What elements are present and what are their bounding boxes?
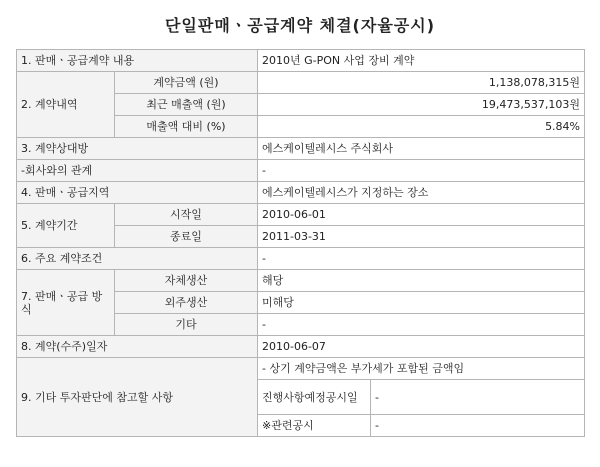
- row-value: -: [258, 248, 585, 270]
- row-label: 9. 기타 투자판단에 참고할 사항: [17, 358, 258, 437]
- related-disclosure-value: -: [371, 415, 585, 437]
- sub-label: 진행사항예정공시일: [258, 380, 371, 415]
- sub-label: 매출액 대비 (%): [115, 116, 258, 138]
- self-production-value: 해당: [258, 270, 585, 292]
- table-row: [17, 72, 585, 94]
- table-row: [17, 204, 585, 226]
- table-row: [17, 270, 585, 292]
- row-label: 1. 판매ㆍ공급계약 내용: [17, 50, 258, 72]
- table-row: [17, 358, 585, 380]
- row-label: 2. 계약내역: [17, 72, 115, 138]
- row-value: 2010-06-07: [258, 336, 585, 358]
- sub-label: 종료일: [115, 226, 258, 248]
- sub-label: ※관련공시: [258, 415, 371, 437]
- table-row: [17, 50, 585, 72]
- row-label: 4. 판매ㆍ공급지역: [17, 182, 258, 204]
- table-row: [17, 182, 585, 204]
- scheduled-disclosure-value: -: [371, 380, 585, 415]
- sub-label: 자체생산: [115, 270, 258, 292]
- sub-label: 최근 매출액 (원): [115, 94, 258, 116]
- outsourced-production-value: 미해당: [258, 292, 585, 314]
- row-label: 5. 계약기간: [17, 204, 115, 248]
- recent-sales-value: 19,473,537,103원: [258, 94, 585, 116]
- disclosure-table: [16, 49, 585, 437]
- table-row: [17, 248, 585, 270]
- row-label: -회사와의 관계: [17, 160, 258, 182]
- row-label: 3. 계약상대방: [17, 138, 258, 160]
- row-label: 6. 주요 계약조건: [17, 248, 258, 270]
- end-date-value: 2011-03-31: [258, 226, 585, 248]
- sub-label: 기타: [115, 314, 258, 336]
- other-value: -: [258, 314, 585, 336]
- table-row: [17, 160, 585, 182]
- row-value: -: [258, 160, 585, 182]
- row-label: 7. 판매ㆍ공급 방식: [17, 270, 115, 336]
- note-value: - 상기 계약금액은 부가세가 포함된 금액임: [258, 358, 585, 380]
- table-row: [17, 336, 585, 358]
- sub-label: 계약금액 (원): [115, 72, 258, 94]
- page-title: 단일판매ㆍ공급계약 체결(자율공시): [164, 16, 436, 35]
- row-value: 2010년 G-PON 사업 장비 계약: [258, 50, 585, 72]
- table-row: [17, 138, 585, 160]
- sub-label: 시작일: [115, 204, 258, 226]
- contract-amount-value: 1,138,078,315원: [258, 72, 585, 94]
- start-date-value: 2010-06-01: [258, 204, 585, 226]
- sales-ratio-value: 5.84%: [258, 116, 585, 138]
- sub-label: 외주생산: [115, 292, 258, 314]
- row-label: 8. 계약(수주)일자: [17, 336, 258, 358]
- row-value: 에스케이텔레시스가 지정하는 장소: [258, 182, 585, 204]
- row-value: 에스케이텔레시스 주식회사: [258, 138, 585, 160]
